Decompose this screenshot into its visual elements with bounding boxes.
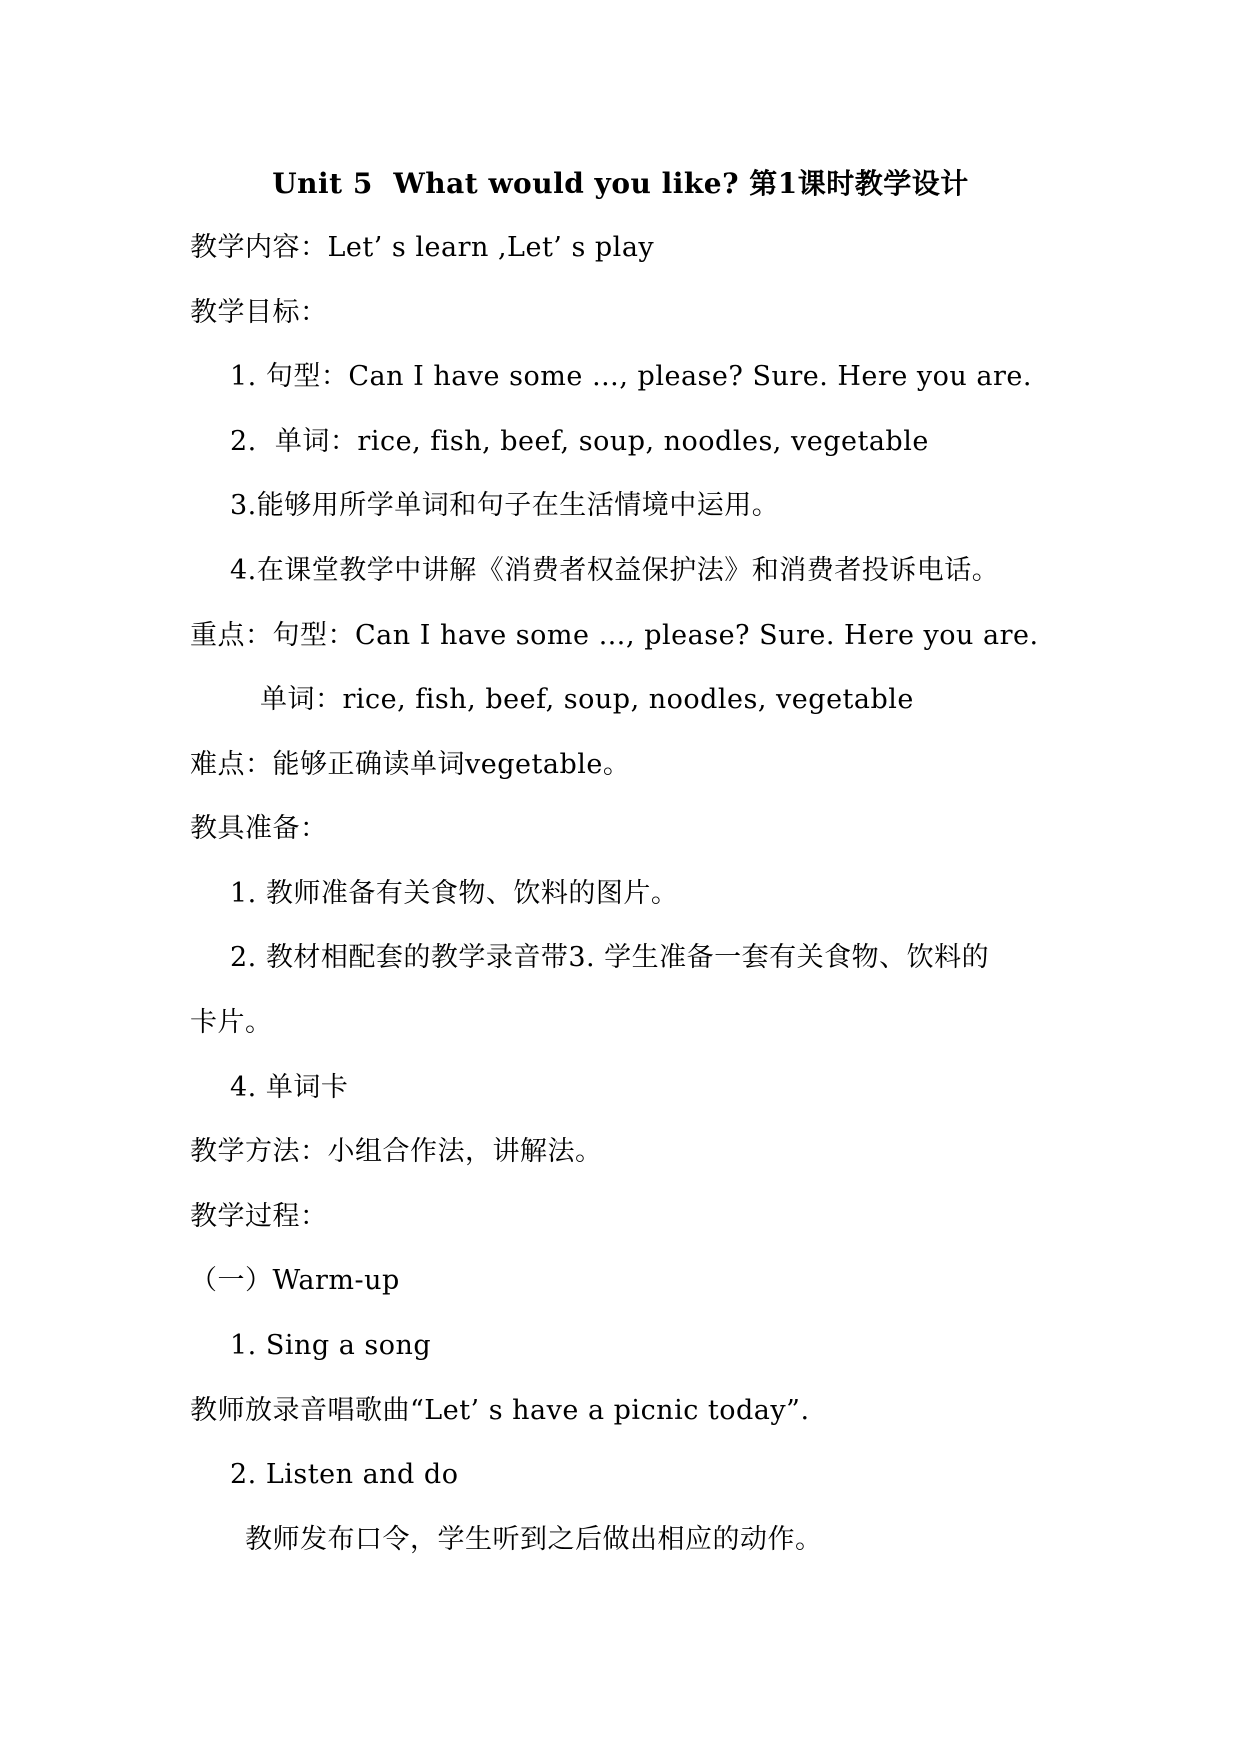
- step-description: 教师发布口令，学生听到之后做出相应的动作。: [245, 1524, 823, 1555]
- section-heading: （一）Warm-up: [190, 1265, 400, 1296]
- step-description: 教师放录音唱歌曲“Let’ s have a picnic today”.: [190, 1395, 810, 1426]
- objectives-heading: 教学目标：: [190, 297, 328, 328]
- material-item: 1. 教师准备有关食物、饮料的图片。: [230, 878, 679, 909]
- teaching-content: 教学内容：Let’ s learn ,Let’ s play: [190, 232, 655, 263]
- step-item: 1. Sing a song: [230, 1330, 432, 1361]
- document-title: Unit 5 What would you like? 第1课时教学设计: [272, 167, 969, 200]
- key-points: 重点：句型：Can I have some …, please? Sure. Here you are.: [190, 620, 1039, 651]
- objective-item: 1. 句型：Can I have some …, please? Sure. Here you are.: [230, 361, 1032, 392]
- objective-item: 2. 单词：rice, fish, beef, soup, noodles, vegetable: [230, 426, 929, 457]
- objective-item: 4.在课堂教学中讲解《消费者权益保护法》和消费者投诉电话。: [230, 555, 1000, 586]
- objective-item: 3.能够用所学单词和句子在生活情境中运用。: [230, 490, 780, 521]
- material-item-continued: 卡片。: [190, 1007, 273, 1038]
- difficulty: 难点：能够正确读单词vegetable。: [190, 749, 631, 780]
- material-item: 2. 教材相配套的教学录音带3. 学生准备一套有关食物、饮料的: [230, 942, 990, 973]
- key-points-words: 单词：rice, fish, beef, soup, noodles, vegetable: [260, 684, 914, 715]
- step-item: 2. Listen and do: [230, 1459, 459, 1490]
- method: 教学方法：小组合作法，讲解法。: [190, 1136, 603, 1167]
- materials-heading: 教具准备：: [190, 813, 328, 844]
- material-item: 4. 单词卡: [230, 1072, 349, 1103]
- process-heading: 教学过程：: [190, 1201, 328, 1232]
